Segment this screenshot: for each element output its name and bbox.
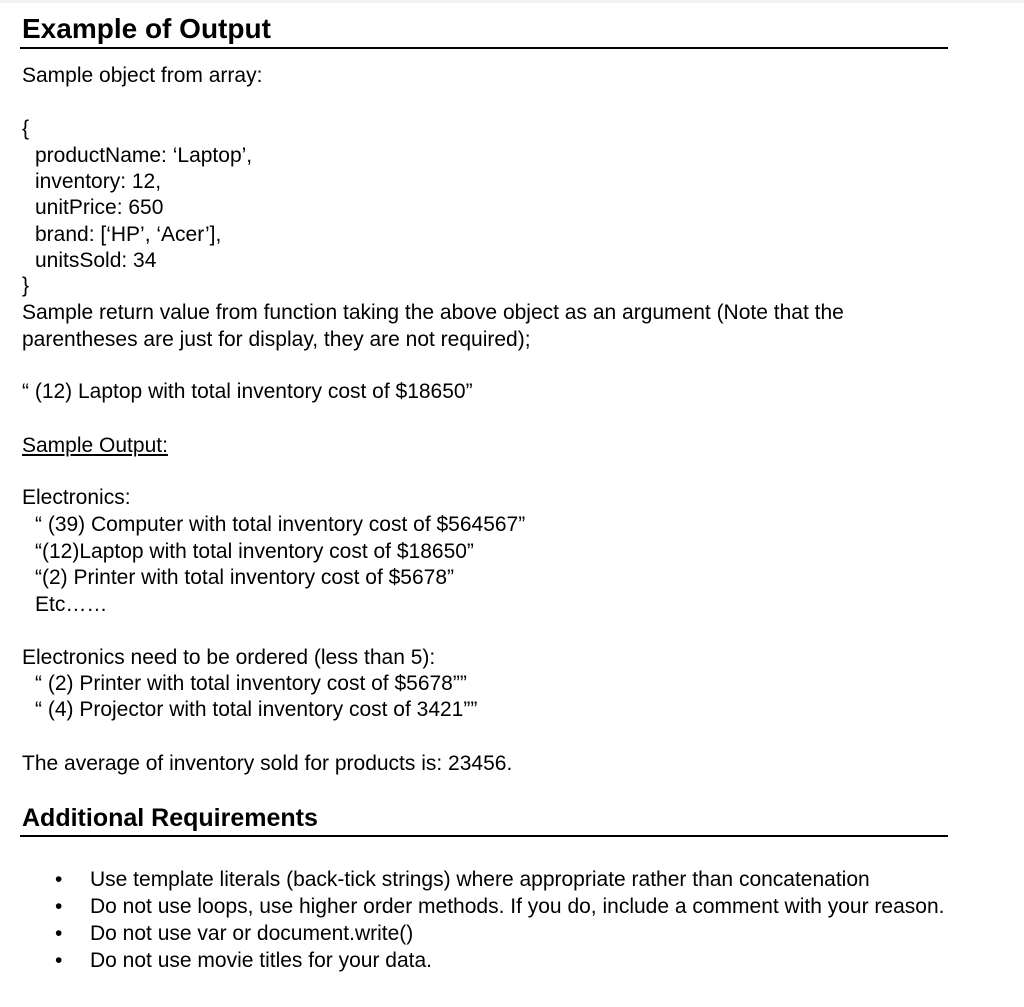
electronics-item: “(2) Printer with total inventory cost of $5678” — [35, 566, 455, 589]
bullet-icon: • — [55, 922, 63, 945]
bullet-icon: • — [55, 868, 63, 891]
object-line: brand: [‘HP’, ‘Acer’], — [35, 223, 222, 246]
object-line: productName: ‘Laptop’, — [35, 144, 253, 167]
list-item — [22, 866, 948, 893]
electronics-label: Electronics: — [22, 486, 131, 509]
object-line: unitsSold: 34 — [35, 249, 157, 272]
electronics-item: “(12)Laptop with total inventory cost of $18650” — [35, 540, 474, 563]
requirement-text: Do not use loops, use higher order methods. If you do, include a comment with your reason. — [90, 895, 945, 918]
requirement-text: Use template literals (back-tick strings) where appropriate rather than concatenation — [90, 868, 870, 891]
section-heading-additional-requirements: Additional Requirements — [22, 804, 318, 832]
list-item — [22, 920, 948, 947]
sample-output-label: Sample Output: — [22, 434, 168, 457]
electronics-etc: Etc…… — [35, 593, 108, 616]
object-line: unitPrice: 650 — [35, 196, 164, 219]
heading-rule — [20, 47, 948, 49]
reorder-label: Electronics need to be ordered (less than 5): — [22, 646, 436, 669]
average-line: The average of inventory sold for products is: 23456. — [22, 752, 513, 775]
reorder-item: “ (2) Printer with total inventory cost of $5678”” — [35, 672, 467, 695]
requirements-list — [22, 866, 948, 974]
object-close-brace: } — [22, 274, 30, 297]
bullet-icon: • — [55, 949, 63, 972]
section-heading-example-output: Example of Output — [22, 13, 271, 44]
requirement-text: Do not use var or document.write() — [90, 922, 414, 945]
list-item — [22, 947, 948, 974]
list-item — [22, 893, 948, 920]
electronics-item: “ (39) Computer with total inventory cost of $564567” — [35, 513, 526, 536]
object-line: inventory: 12, — [35, 170, 162, 193]
sample-object-label: Sample object from array: — [22, 64, 263, 87]
return-description: Sample return value from function taking the above object as an argument (Note that the parentheses are just for display, they are not required); — [22, 301, 844, 351]
heading-rule — [20, 835, 948, 837]
object-open-brace: { — [22, 117, 30, 140]
return-value: “ (12) Laptop with total inventory cost of $18650” — [22, 380, 473, 403]
top-border — [0, 0, 1024, 3]
requirement-text: Do not use movie titles for your data. — [90, 949, 432, 972]
reorder-item: “ (4) Projector with total inventory cost of 3421”” — [35, 698, 478, 721]
bullet-icon: • — [55, 895, 63, 918]
